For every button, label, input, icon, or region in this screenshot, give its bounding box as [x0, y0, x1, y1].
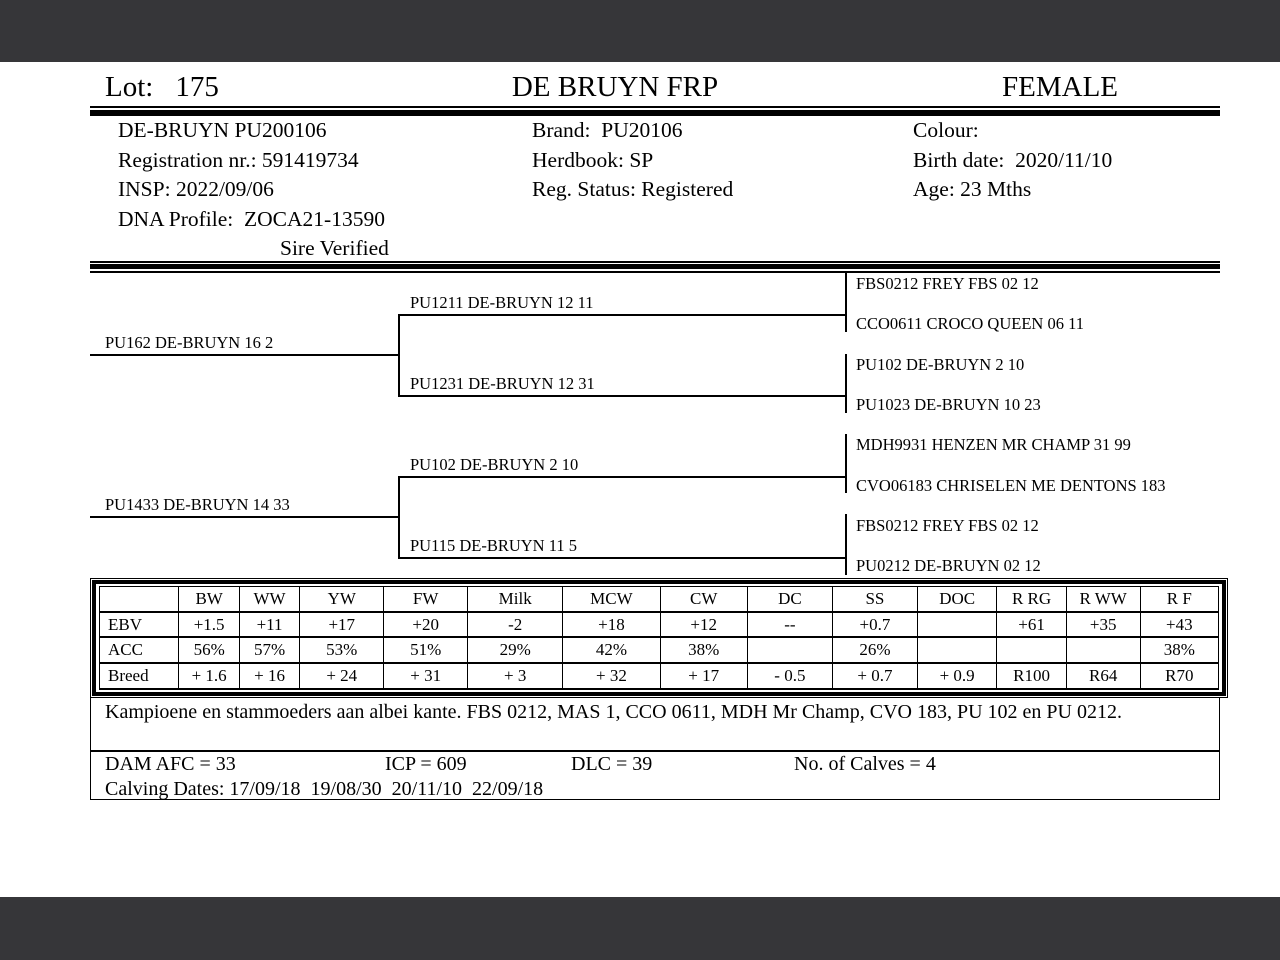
stats-cell: + 1.6 [179, 663, 239, 689]
stats-cell: + 0.9 [917, 663, 996, 689]
stats-cell: -2 [468, 612, 563, 638]
stats-col-header: DOC [917, 587, 996, 612]
stats-cell: 51% [384, 637, 468, 663]
pedigree-bracket-ggp-2 [845, 354, 847, 413]
page-title: DE BRUYN FRP [511, 71, 719, 103]
pedigree-bracket-ggp-4 [845, 514, 847, 575]
pedigree-bracket-ggp-1 [845, 273, 847, 332]
stats-col-header: CW [660, 587, 747, 612]
pedigree-dam-sire-line [398, 476, 845, 478]
notes-divider-line [91, 750, 1219, 752]
stats-cell: +0.7 [832, 612, 917, 638]
pedigree-ggp-name: FBS0212 FREY FBS 02 12 [856, 274, 1039, 293]
stats-cell: R64 [1066, 663, 1140, 689]
top-frame-bar [0, 0, 1280, 62]
pedigree-rule-thin-bottom [90, 271, 1220, 273]
stats-col-header: BW [179, 587, 239, 612]
stats-cell: R100 [997, 663, 1066, 689]
stats-cell [917, 612, 996, 638]
dam-production-row [91, 753, 1219, 778]
insp-line: INSP: 2022/09/06 [118, 177, 274, 201]
stats-row-ebv [100, 612, 1219, 638]
pedigree-sire-dam-name: PU1231 DE-BRUYN 12 31 [410, 374, 595, 393]
sire-verified-line: Sire Verified [280, 236, 389, 260]
dlc-value: DLC = 39 [571, 753, 653, 775]
pedigree-dam-dam-name: PU115 DE-BRUYN 11 5 [410, 536, 577, 555]
stats-row-label: EBV [100, 612, 179, 638]
pedigree-ggp-name: CVO06183 CHRISELEN ME DENTONS 183 [856, 476, 1166, 495]
stats-cell: 26% [832, 637, 917, 663]
stats-row-acc [100, 637, 1219, 663]
pedigree-ggp-name: MDH9931 HENZEN MR CHAMP 31 99 [856, 435, 1131, 454]
pedigree-sire-dam-line [398, 395, 845, 397]
stats-cell: +35 [1066, 612, 1140, 638]
stats-cell [997, 637, 1066, 663]
stats-cell: 53% [300, 637, 384, 663]
comment-text: Kampioene en stammoeders aan albei kante. FBS 0212, MAS 1, CCO 0611, MDH Mr Champ, CVO 183, PU 102 en PU 0212. [105, 701, 1122, 723]
lot-label: Lot: [105, 71, 154, 103]
pedigree-bracket-ggp-3 [845, 434, 847, 493]
pedigree-ggp-name: PU1023 DE-BRUYN 10 23 [856, 395, 1041, 414]
lot-number: 175 [175, 71, 219, 103]
stats-header-row [100, 587, 1219, 612]
pedigree-bracket-sire [398, 314, 400, 396]
reg-status-line: Reg. Status: Registered [532, 177, 734, 201]
pedigree-ggp-name: FBS0212 FREY FBS 02 12 [856, 516, 1039, 535]
sex-label: FEMALE [1002, 71, 1118, 103]
stats-cell: + 31 [384, 663, 468, 689]
stats-cell: + 17 [660, 663, 747, 689]
stats-cell: +61 [997, 612, 1066, 638]
stats-cell: 29% [468, 637, 563, 663]
stats-cell: 42% [563, 637, 660, 663]
stats-col-header: YW [300, 587, 384, 612]
stats-row-breed [100, 663, 1219, 689]
stats-cell: 57% [239, 637, 299, 663]
herdbook-line: Herdbook: SP [532, 148, 654, 172]
age-line: Age: 23 Mths [913, 177, 1032, 201]
stats-cell: +20 [384, 612, 468, 638]
stats-row-label: ACC [100, 637, 179, 663]
stats-cell: + 3 [468, 663, 563, 689]
pedigree-sire-name: PU162 DE-BRUYN 16 2 [105, 333, 274, 352]
pedigree-sire-sire-name: PU1211 DE-BRUYN 12 11 [410, 293, 594, 312]
stats-table [99, 586, 1219, 690]
stats-cell: + 32 [563, 663, 660, 689]
stats-row-label: Breed [100, 663, 179, 689]
pedigree-ggp-name: CCO0611 CROCO QUEEN 06 11 [856, 314, 1084, 333]
calves-count: No. of Calves = 4 [794, 753, 936, 775]
stats-table-inner-frame [92, 580, 1226, 696]
pedigree-rule-thin-top [90, 261, 1220, 263]
stats-cell: 38% [660, 637, 747, 663]
stats-cell: +18 [563, 612, 660, 638]
pedigree-dam-sire-name: PU102 DE-BRUYN 2 10 [410, 455, 579, 474]
stats-col-header: R F [1140, 587, 1218, 612]
stats-col-header: FW [384, 587, 468, 612]
calving-dates-line: Calving Dates: 17/09/18 19/08/30 20/11/10 22/09/18 [105, 778, 544, 800]
lot-line [105, 71, 219, 103]
stats-cell: +43 [1140, 612, 1218, 638]
header-rule-thick [90, 110, 1220, 116]
animal-id: DE-BRUYN PU200106 [118, 118, 327, 142]
colour-line: Colour: [913, 118, 979, 142]
stats-col-header: MCW [563, 587, 660, 612]
stats-cell: +17 [300, 612, 384, 638]
birth-date-line: Birth date: 2020/11/10 [913, 148, 1113, 172]
brand-line: Brand: PU20106 [532, 118, 683, 142]
stats-cell [917, 637, 996, 663]
pedigree-sire-line [90, 354, 398, 356]
stats-cell: +12 [660, 612, 747, 638]
stats-cell: + 0.7 [832, 663, 917, 689]
stats-cell: 56% [179, 637, 239, 663]
stats-col-header: DC [747, 587, 832, 612]
stats-cell: -- [747, 612, 832, 638]
registration-line: Registration nr.: 591419734 [118, 148, 359, 172]
pedigree-dam-line [90, 516, 398, 518]
stats-cell: +11 [239, 612, 299, 638]
stats-cell: + 16 [239, 663, 299, 689]
stats-cell: R70 [1140, 663, 1218, 689]
pedigree-dam-dam-line [398, 557, 845, 559]
pedigree-ggp-name: PU0212 DE-BRUYN 02 12 [856, 556, 1041, 575]
stats-col-header: R RG [997, 587, 1066, 612]
stats-cell: - 0.5 [747, 663, 832, 689]
pedigree-dam-name: PU1433 DE-BRUYN 14 33 [105, 495, 290, 514]
stats-col-header: R WW [1066, 587, 1140, 612]
stats-table-frame [90, 578, 1228, 698]
stats-cell: 38% [1140, 637, 1218, 663]
stats-col-header: WW [239, 587, 299, 612]
pedigree-ggp-name: PU102 DE-BRUYN 2 10 [856, 355, 1025, 374]
stats-col-header: Milk [468, 587, 563, 612]
icp-value: ICP = 609 [385, 753, 467, 775]
header-rule-thin [90, 106, 1220, 108]
dam-afc-value: DAM AFC = 33 [105, 753, 236, 775]
notes-box [90, 698, 1220, 800]
dna-profile-line: DNA Profile: ZOCA21-13590 [118, 207, 385, 231]
bottom-frame-bar [0, 897, 1280, 960]
stats-cell [1066, 637, 1140, 663]
pedigree-bracket-dam [398, 476, 400, 558]
stats-cell: +1.5 [179, 612, 239, 638]
pedigree-sire-sire-line [398, 314, 845, 316]
stats-cell [747, 637, 832, 663]
stats-col-header [100, 587, 179, 612]
stats-cell: + 24 [300, 663, 384, 689]
pedigree-rule-thick [90, 264, 1220, 269]
stats-col-header: SS [832, 587, 917, 612]
